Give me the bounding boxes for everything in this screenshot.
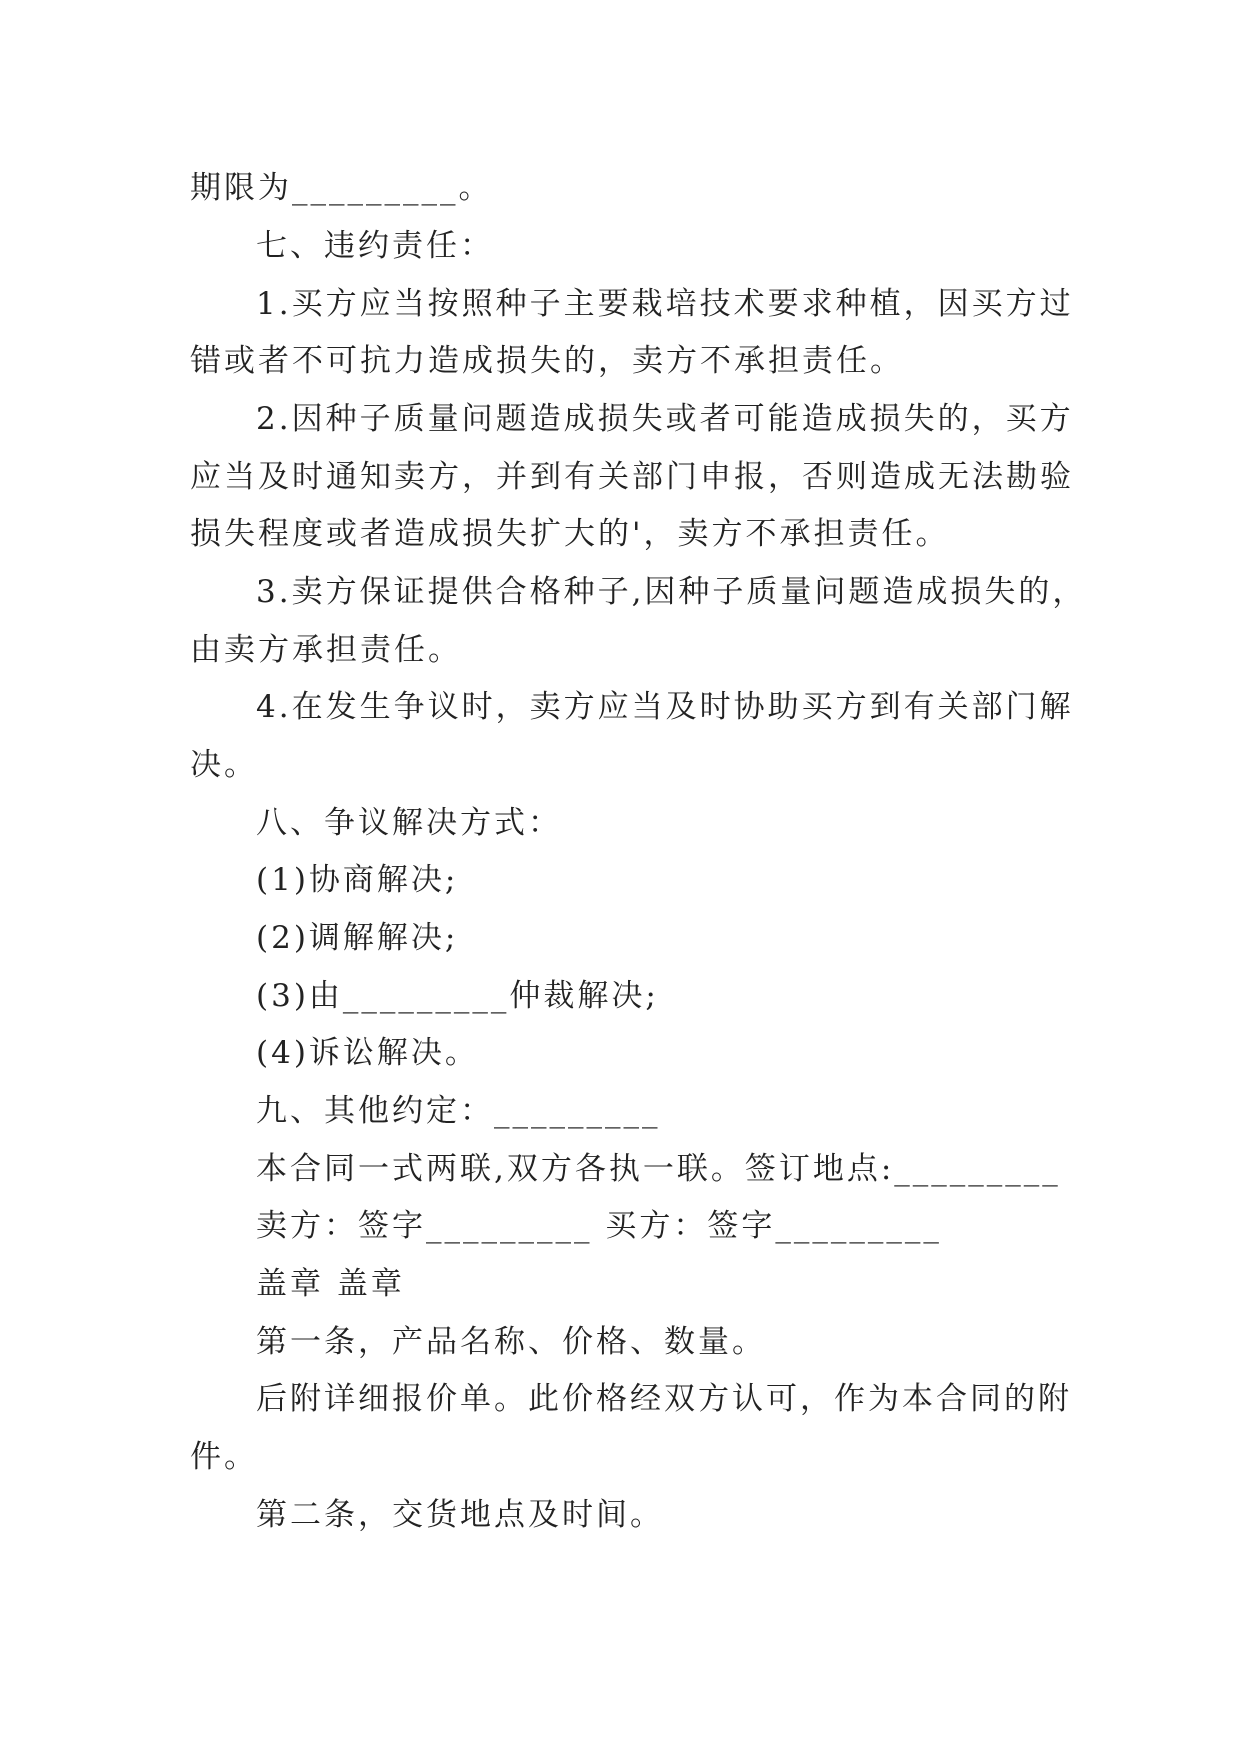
list-item: (1)协商解决; (256, 862, 459, 898)
paragraph-line: 本合同一式两联,双方各执一联。签订地点:_________ (256, 1151, 1061, 1187)
paragraph-line: 决。 (190, 747, 258, 783)
article-heading: 第二条，交货地点及时间。 (256, 1497, 664, 1533)
list-item: (4)诉讼解决。 (256, 1035, 479, 1071)
seal-line: 盖章 盖章 (256, 1266, 405, 1302)
paragraph-line: 1.买方应当按照种子主要栽培技术要求种植，因买方过 (256, 286, 1074, 322)
paragraph-line: 损失程度或者造成损失扩大的'，卖方不承担责任。 (190, 516, 950, 552)
section-heading: 八、争议解决方式： (256, 805, 562, 841)
article-heading: 第一条，产品名称、价格、数量。 (256, 1324, 766, 1360)
section-heading: 九、其他约定：_________ (256, 1093, 661, 1129)
paragraph-line: 应当及时通知卖方，并到有关部门申报，否则造成无法勘验 (190, 459, 1074, 495)
list-item: (3)由_________仲裁解决; (256, 978, 659, 1014)
paragraph-line: 后附详细报价单。此价格经双方认可，作为本合同的附 (256, 1381, 1072, 1417)
paragraph-line: 2.因种子质量问题造成损失或者可能造成损失的，买方 (256, 401, 1074, 437)
paragraph-line: 错或者不可抗力造成损失的，卖方不承担责任。 (190, 343, 904, 379)
paragraph-line: 期限为_________。 (190, 170, 493, 206)
paragraph-line: 3.卖方保证提供合格种子,因种子质量问题造成损失的， (256, 574, 1087, 610)
list-item: (2)调解解决; (256, 920, 459, 956)
paragraph-line: 4.在发生争议时，卖方应当及时协助买方到有关部门解 (256, 689, 1074, 725)
section-heading: 七、违约责任： (256, 228, 494, 264)
paragraph-line: 由卖方承担责任。 (190, 632, 462, 668)
paragraph-line: 件。 (190, 1439, 258, 1475)
signature-line: 卖方：签字_________ 买方：签字_________ (256, 1208, 942, 1244)
